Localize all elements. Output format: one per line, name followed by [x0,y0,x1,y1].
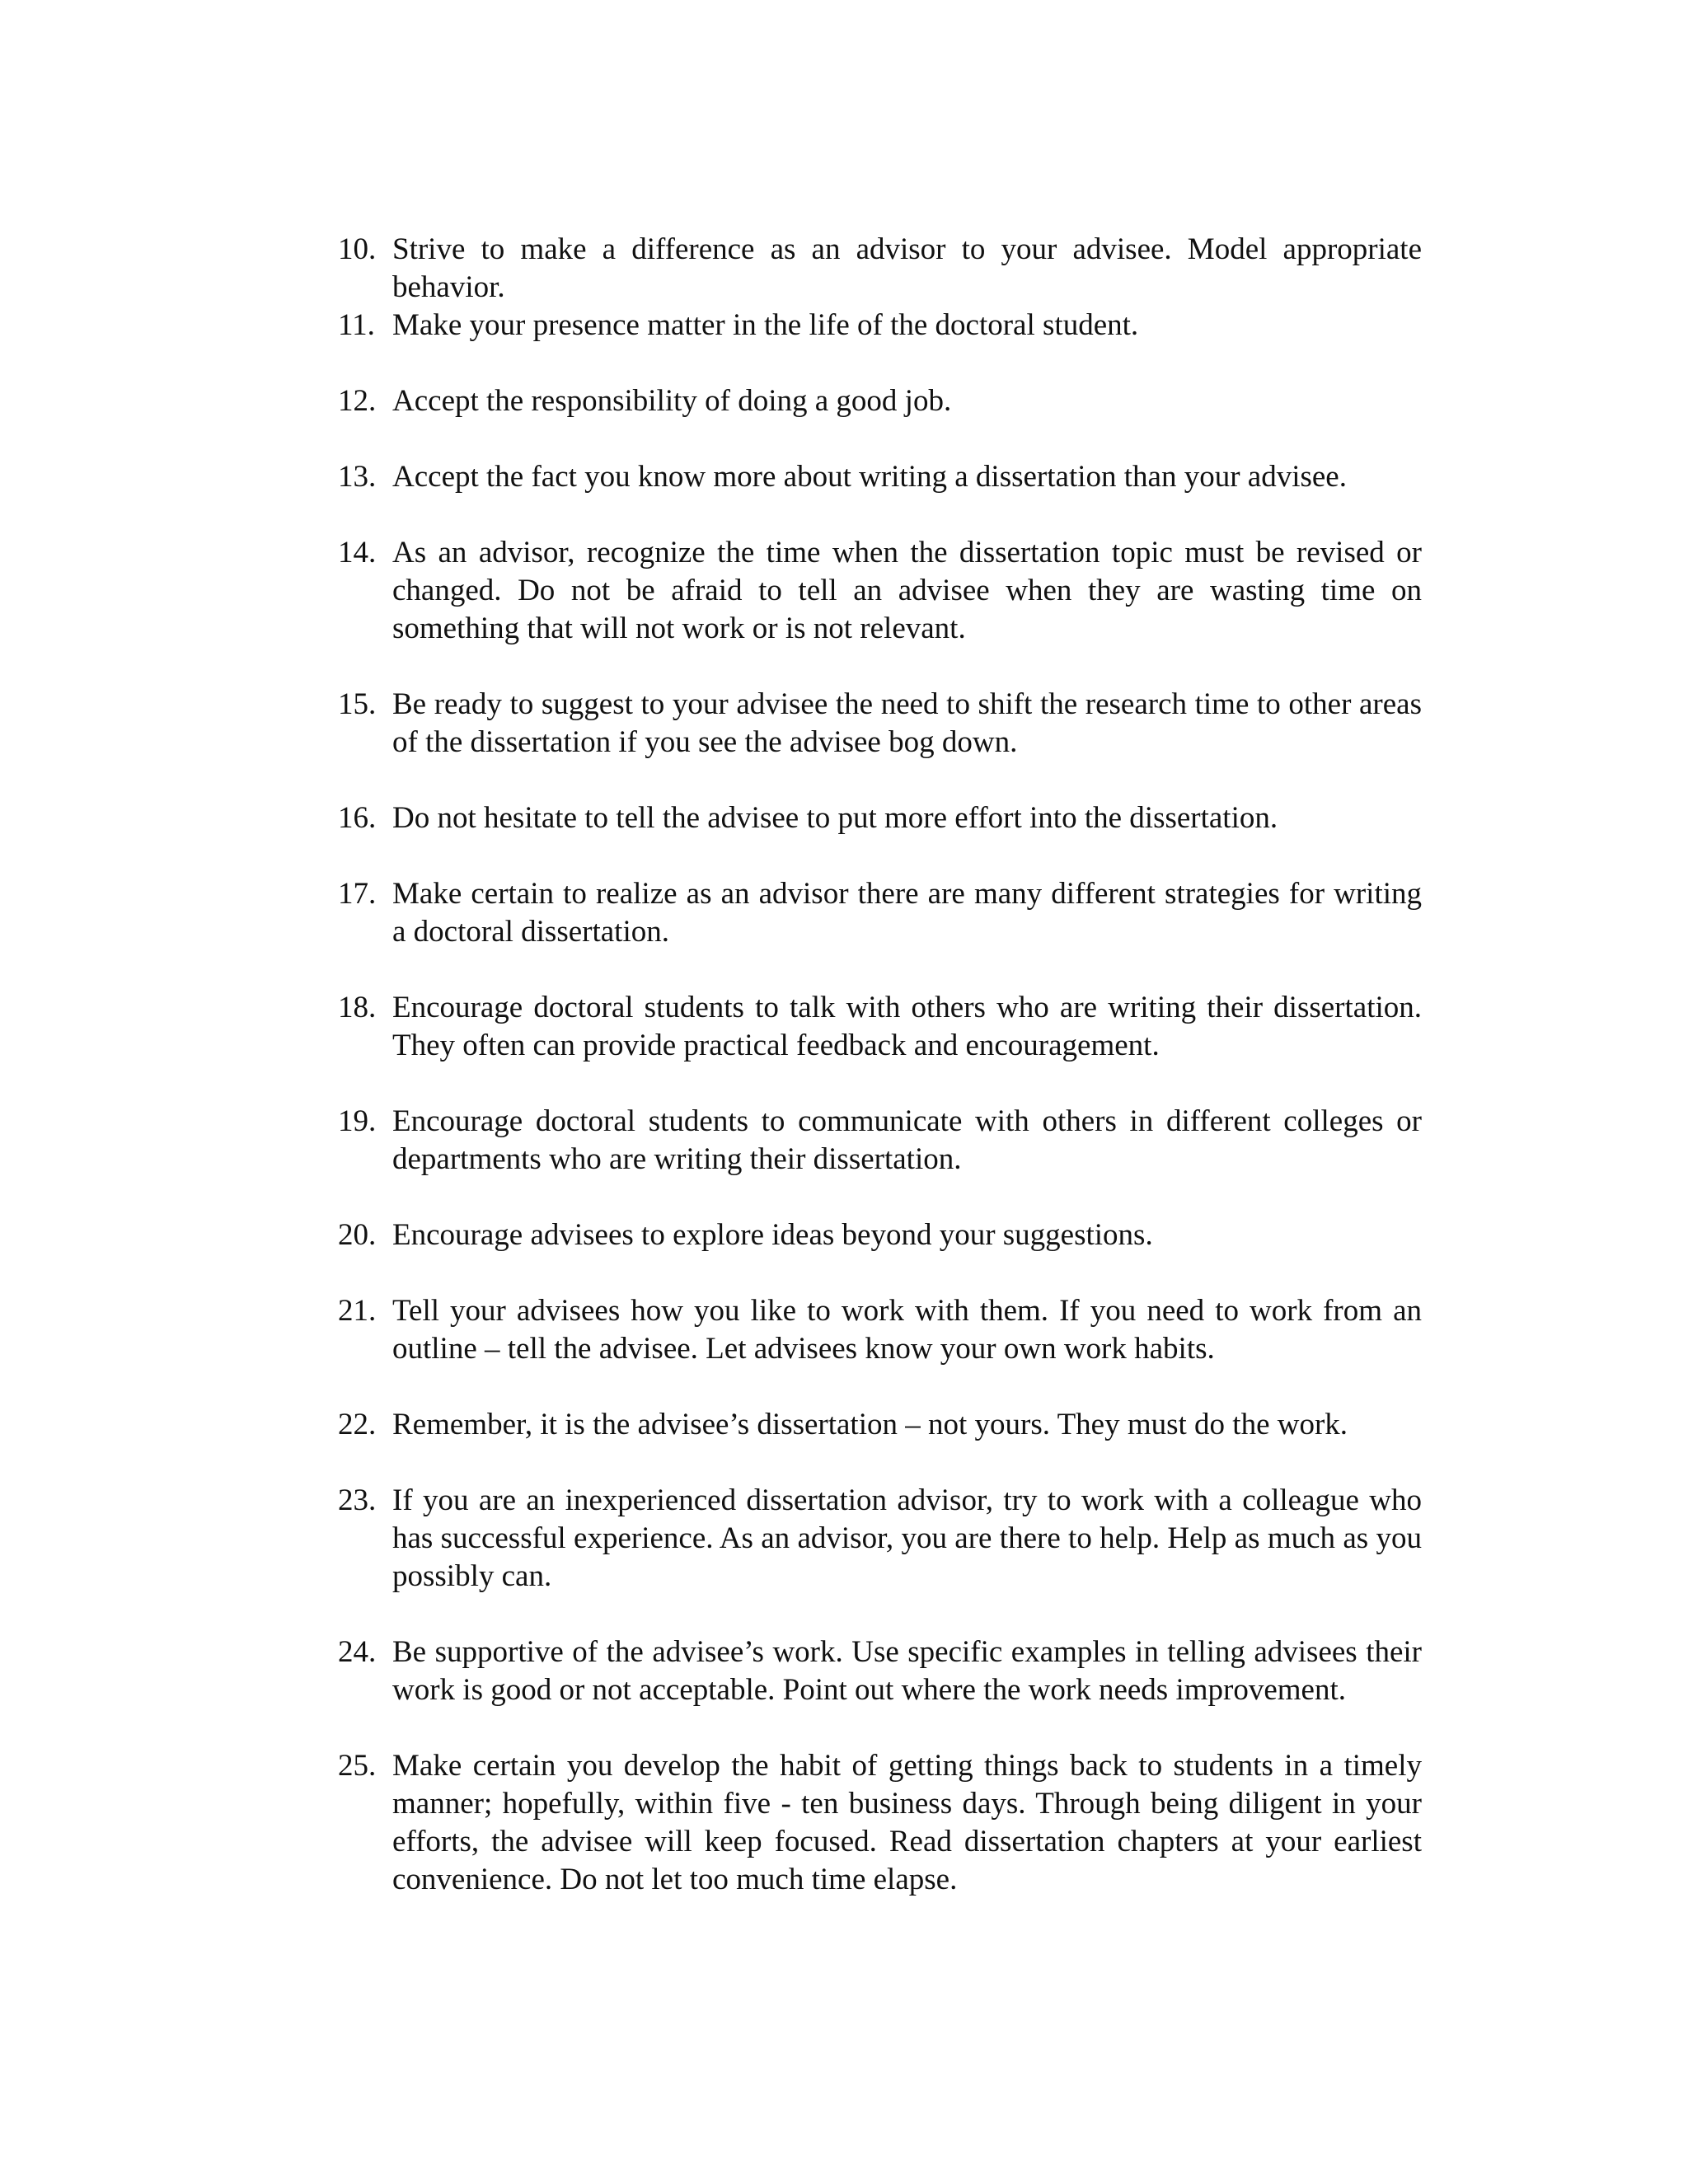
item-text: Be ready to suggest to your advisee the need to shift the research time to other areas of the dissertation if you see the advisee bog down. [392,687,1422,759]
list-item [338,1633,1422,1709]
list-item [338,1292,1422,1368]
list-item [338,458,1422,496]
list-item [338,875,1422,951]
list-item [338,686,1422,762]
item-number: 17. [338,877,377,911]
list-item [338,1482,1422,1596]
item-text: Accept the fact you know more about writing a dissertation than your advisee. [392,460,1347,494]
item-number: 11. [338,308,375,342]
item-number: 24. [338,1635,377,1669]
item-number: 13. [338,460,377,494]
item-number: 23. [338,1483,377,1517]
item-text: Encourage doctoral students to communicate with others in different colleges or departments who are writing their dissertation. [392,1104,1422,1176]
item-number: 14. [338,536,377,569]
list-item [338,799,1422,837]
list-item [338,307,1422,344]
item-text: Be supportive of the advisee’s work. Use specific examples in telling advisees their work is good or not acceptable. Point out where the work needs improvement. [392,1635,1422,1707]
list-item [338,382,1422,420]
item-text: Strive to make a difference as an advisor to your advisee. Model appropriate behavior. [392,232,1422,304]
item-text: Accept the responsibility of doing a good job. [392,384,952,418]
item-text: Encourage doctoral students to talk with others who are writing their dissertation. They often can provide practical feedback and encouragement. [392,991,1422,1062]
advice-list [338,231,1422,1937]
item-number: 16. [338,801,377,835]
item-number: 10. [338,232,377,266]
item-text: As an advisor, recognize the time when the dissertation topic must be revised or changed. Do not be afraid to tell an advisee when they are wasting time on something that will not work or is not relevant. [392,536,1422,645]
list-item [338,534,1422,648]
item-number: 22. [338,1408,377,1441]
list-item [338,1747,1422,1899]
item-text: Make certain you develop the habit of getting things back to students in a timely manner; hopefully, within five - ten business days. Through being diligent in your efforts, the advisee will keep focused. Read dissertation chapters at your earliest convenience. Do not let too much time elapse. [392,1749,1422,1896]
item-text: Do not hesitate to tell the advisee to put more effort into the dissertation. [392,801,1278,835]
list-item [338,231,1422,307]
item-number: 25. [338,1749,377,1783]
item-number: 20. [338,1218,377,1252]
list-item [338,1216,1422,1254]
item-text: Tell your advisees how you like to work with them. If you need to work from an outline – tell the advisee. Let advisees know your own work habits. [392,1294,1422,1366]
item-text: Make your presence matter in the life of the doctoral student. [392,308,1139,342]
list-item [338,989,1422,1065]
item-text: Encourage advisees to explore ideas beyond your suggestions. [392,1218,1153,1252]
item-text: If you are an inexperienced dissertation advisor, try to work with a colleague who has successful experience. As an advisor, you are there to help. Help as much as you possibly can. [392,1483,1422,1593]
item-number: 21. [338,1294,377,1328]
item-number: 15. [338,687,377,721]
item-text: Remember, it is the advisee’s dissertation – not yours. They must do the work. [392,1408,1348,1441]
item-text: Make certain to realize as an advisor there are many different strategies for writing a doctoral dissertation. [392,877,1422,949]
item-number: 12. [338,384,377,418]
item-number: 19. [338,1104,377,1138]
list-item [338,1103,1422,1179]
list-item [338,1406,1422,1444]
item-number: 18. [338,991,377,1024]
